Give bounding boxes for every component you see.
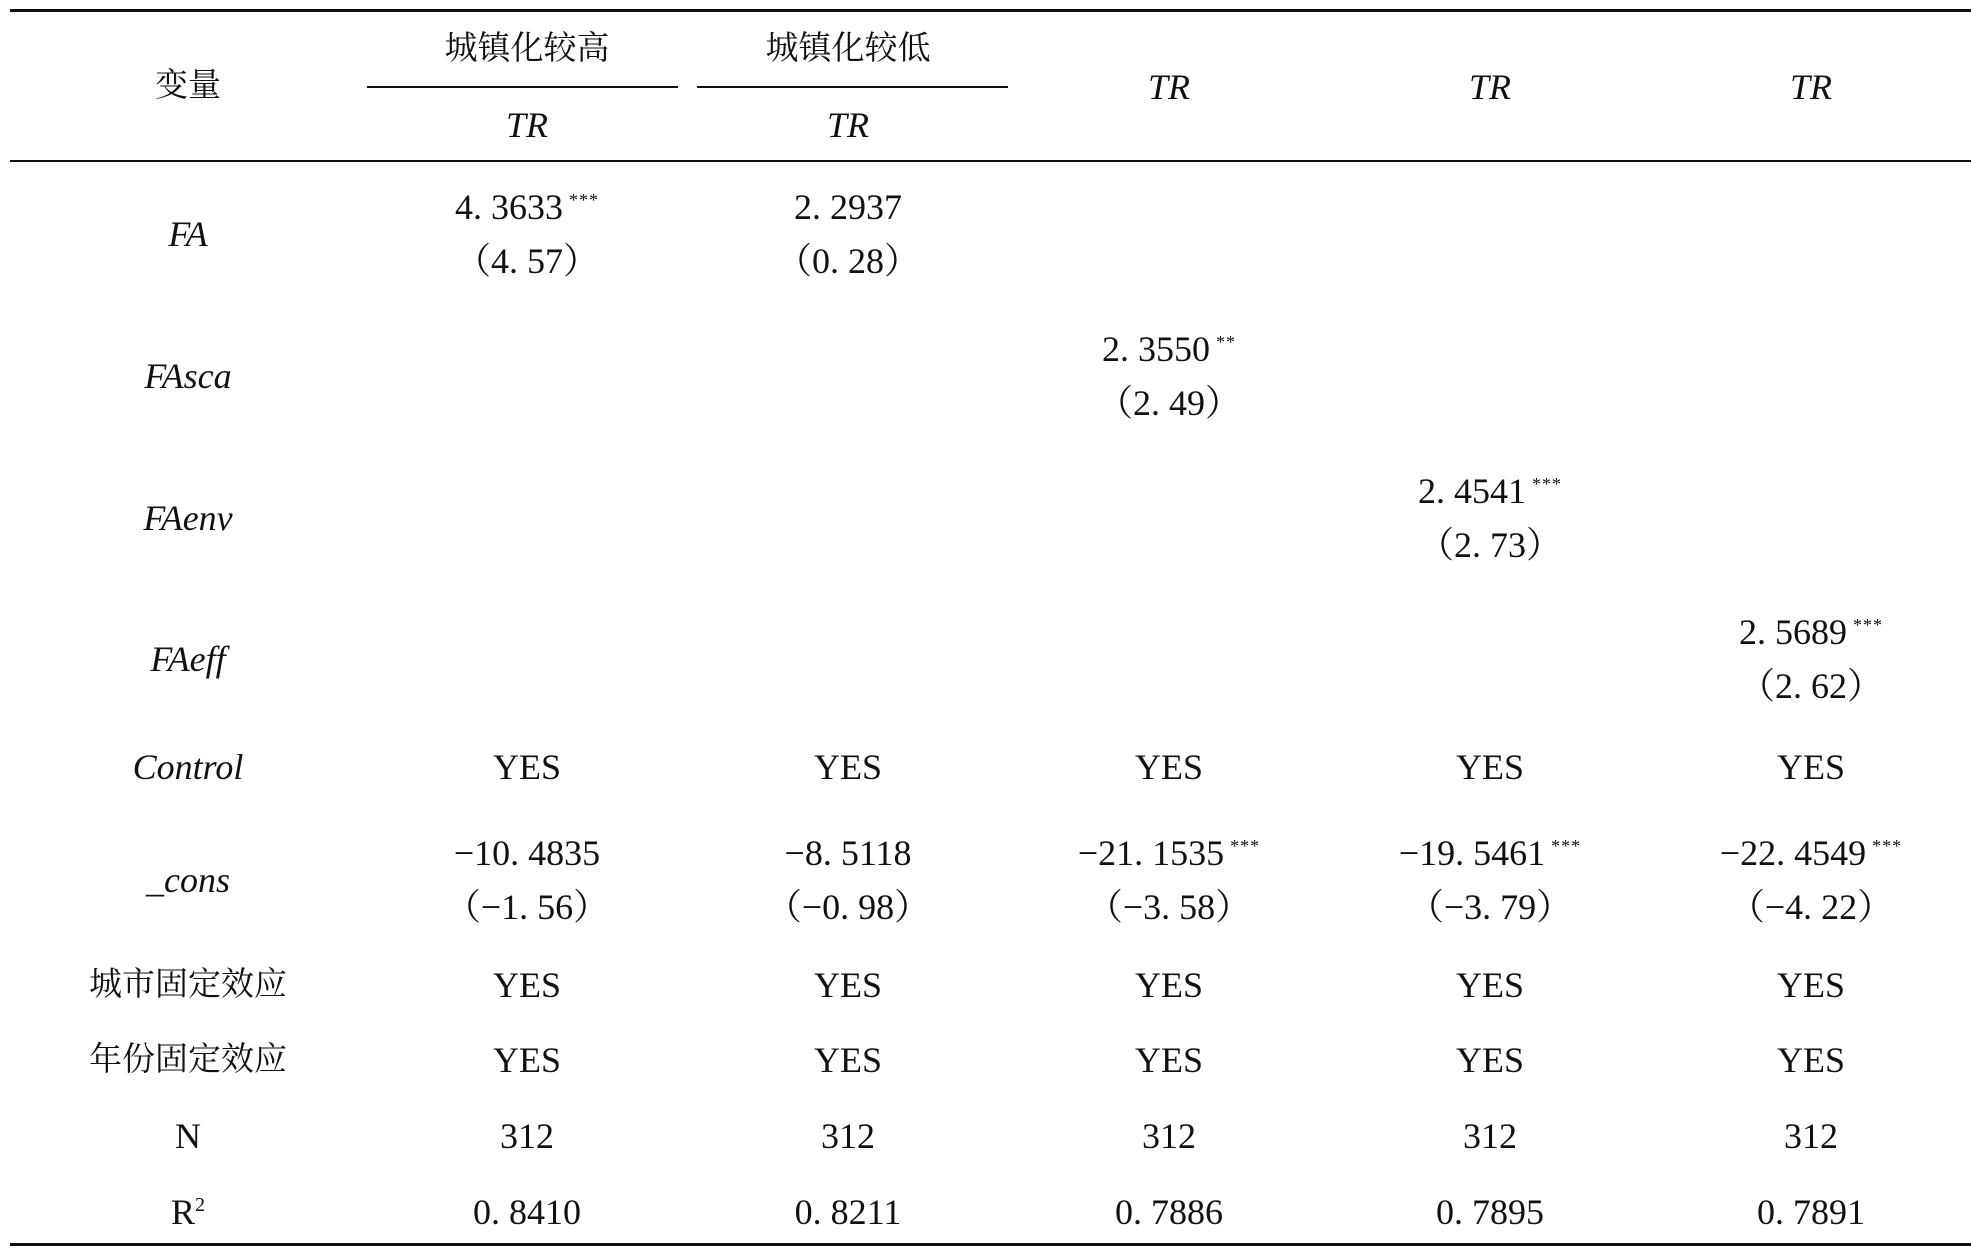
table-cell: YES bbox=[1776, 965, 1846, 1005]
header-group-low: 城镇化较低 bbox=[765, 28, 931, 67]
significance-stars: *** bbox=[1872, 836, 1903, 856]
header-dep-var: TR bbox=[826, 105, 870, 145]
row-label-text: FAeff bbox=[150, 639, 226, 679]
coefficient-cell bbox=[455, 189, 599, 225]
table-cell: YES bbox=[1455, 747, 1525, 787]
row-label bbox=[133, 749, 244, 785]
t-statistic: （4. 57） bbox=[454, 241, 600, 281]
table-cell: YES bbox=[1134, 965, 1204, 1005]
significance-stars: ** bbox=[1216, 332, 1236, 352]
significance-stars: *** bbox=[1532, 474, 1562, 494]
table-cell: 0. 7891 bbox=[1757, 1192, 1865, 1232]
group-high-underline bbox=[367, 86, 678, 88]
significance-stars: *** bbox=[569, 190, 599, 210]
bottom-rule bbox=[10, 1243, 1971, 1246]
table-cell: YES bbox=[492, 747, 562, 787]
table-cell: YES bbox=[492, 1040, 562, 1080]
coefficient-cell bbox=[1418, 473, 1562, 509]
table-cell: YES bbox=[1455, 965, 1525, 1005]
table-cell: 0. 8211 bbox=[794, 1192, 902, 1232]
coefficient-cell bbox=[785, 835, 912, 871]
table-cell: YES bbox=[1776, 747, 1846, 787]
row-label-text: R bbox=[170, 1192, 196, 1232]
table-cell: 312 bbox=[1142, 1116, 1196, 1156]
row-label bbox=[175, 1118, 201, 1154]
coefficient-cell bbox=[1739, 614, 1883, 650]
coefficient-cell bbox=[454, 835, 600, 871]
header-group-high: 城镇化较高 bbox=[444, 28, 610, 67]
coefficient-value: 2. 4541 bbox=[1418, 471, 1526, 511]
table-cell: 312 bbox=[500, 1116, 554, 1156]
row-label bbox=[146, 862, 230, 898]
table-cell: 0. 8410 bbox=[473, 1192, 581, 1232]
header-dep-var: TR bbox=[1468, 67, 1512, 107]
superscript: 2 bbox=[195, 1194, 206, 1216]
t-statistic: （−0. 98） bbox=[765, 887, 931, 927]
table-cell: YES bbox=[1134, 1040, 1204, 1080]
header-variable-label: 变量 bbox=[155, 65, 221, 104]
table-cell: 312 bbox=[821, 1116, 875, 1156]
significance-stars: *** bbox=[1853, 615, 1883, 635]
coefficient-value: −19. 5461 bbox=[1398, 833, 1546, 873]
table-cell: YES bbox=[813, 1040, 883, 1080]
coefficient-value: −22. 4549 bbox=[1719, 833, 1867, 873]
header-dep-var: TR bbox=[505, 105, 549, 145]
coefficient-value: −8. 5118 bbox=[784, 833, 912, 873]
table-cell: YES bbox=[1455, 1040, 1525, 1080]
t-statistic: （−3. 79） bbox=[1407, 887, 1573, 927]
row-label-text: FAsca bbox=[144, 356, 232, 396]
table-cell: YES bbox=[1134, 747, 1204, 787]
row-label-text: _cons bbox=[146, 860, 230, 900]
row-label-text: 城市固定效应 bbox=[89, 964, 287, 1003]
coefficient-value: 2. 3550 bbox=[1102, 329, 1210, 369]
t-statistic: （−4. 22） bbox=[1728, 887, 1894, 927]
table-cell: YES bbox=[813, 965, 883, 1005]
coefficient-cell bbox=[1399, 835, 1581, 871]
row-label bbox=[89, 1039, 287, 1078]
t-statistic: （−3. 58） bbox=[1086, 887, 1252, 927]
table-cell: 312 bbox=[1784, 1116, 1838, 1156]
header-bottom-rule bbox=[10, 160, 1971, 162]
t-statistic: （2. 62） bbox=[1738, 666, 1884, 706]
coefficient-value: 2. 2937 bbox=[794, 187, 902, 227]
coefficient-cell bbox=[1078, 835, 1260, 871]
header-dep-var: TR bbox=[1789, 67, 1833, 107]
row-label-text: Control bbox=[132, 747, 244, 787]
table-cell: YES bbox=[1776, 1040, 1846, 1080]
t-statistic: （−1. 56） bbox=[444, 887, 610, 927]
row-label bbox=[150, 641, 225, 677]
row-label bbox=[171, 1194, 205, 1230]
t-statistic: （2. 73） bbox=[1417, 525, 1563, 565]
t-statistic: （0. 28） bbox=[775, 241, 921, 281]
table-cell: YES bbox=[492, 965, 562, 1005]
row-label bbox=[144, 358, 231, 394]
coefficient-value: 2. 5689 bbox=[1739, 612, 1847, 652]
group-low-underline bbox=[697, 86, 1008, 88]
significance-stars: *** bbox=[1551, 836, 1582, 856]
row-label-text: FAenv bbox=[143, 498, 233, 538]
table-cell: 0. 7886 bbox=[1115, 1192, 1223, 1232]
row-label-text: FA bbox=[168, 214, 208, 254]
coefficient-cell bbox=[1720, 835, 1902, 871]
coefficient-value: −21. 1535 bbox=[1077, 833, 1225, 873]
coefficient-cell bbox=[1102, 331, 1236, 367]
coefficient-value: −10. 4835 bbox=[453, 833, 601, 873]
significance-stars: *** bbox=[1230, 836, 1261, 856]
top-rule bbox=[10, 9, 1971, 12]
coefficient-value: 4. 3633 bbox=[455, 187, 563, 227]
table-cell: 312 bbox=[1463, 1116, 1517, 1156]
row-label bbox=[89, 964, 287, 1003]
table-cell: 0. 7895 bbox=[1436, 1192, 1544, 1232]
coefficient-cell bbox=[794, 189, 902, 225]
t-statistic: （2. 49） bbox=[1096, 383, 1242, 423]
row-label-text: N bbox=[175, 1116, 201, 1156]
row-label bbox=[168, 216, 207, 252]
row-label-text: 年份固定效应 bbox=[89, 1039, 287, 1078]
row-label bbox=[143, 500, 232, 536]
header-dep-var: TR bbox=[1147, 67, 1191, 107]
table-cell: YES bbox=[813, 747, 883, 787]
